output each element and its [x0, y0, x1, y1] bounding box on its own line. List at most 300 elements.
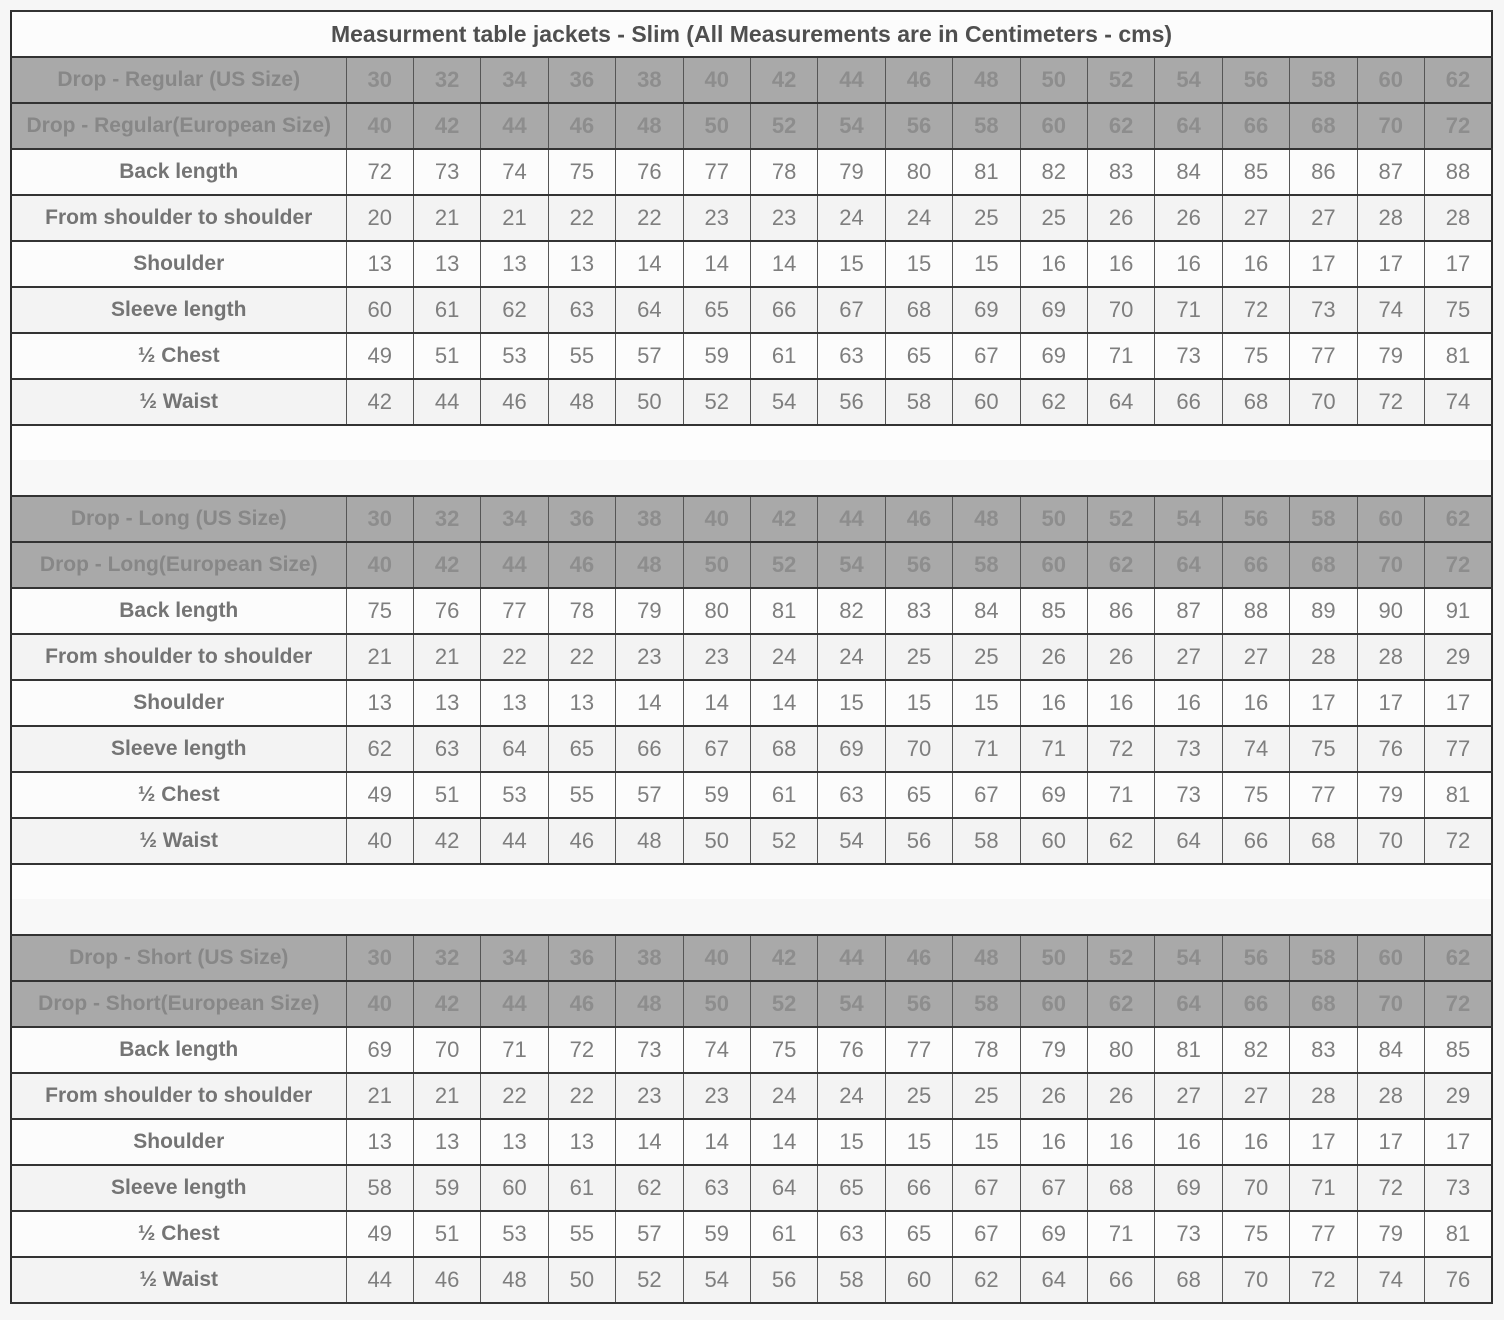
measurement-cell: 15 [885, 241, 952, 287]
measurement-cell: 16 [1020, 241, 1087, 287]
measurement-cell: 27 [1222, 1073, 1289, 1119]
size-header-cell: 70 [1357, 103, 1424, 149]
measurement-cell: 63 [818, 772, 885, 818]
measurement-cell: 81 [1155, 1027, 1222, 1073]
measurement-cell: 17 [1357, 1119, 1424, 1165]
measurement-cell: 76 [1425, 1257, 1493, 1303]
measurement-cell: 15 [885, 1119, 952, 1165]
measurement-cell: 23 [616, 634, 683, 680]
measurement-cell: 79 [1357, 772, 1424, 818]
measurement-cell: 87 [1357, 149, 1424, 195]
measurement-cell: 52 [616, 1257, 683, 1303]
measurement-cell: 24 [885, 195, 952, 241]
measurement-cell: 71 [1020, 726, 1087, 772]
measurement-cell: 71 [1290, 1165, 1357, 1211]
size-header-cell: 58 [1290, 57, 1357, 103]
size-header-cell: 30 [346, 496, 413, 542]
measurement-cell: 15 [885, 680, 952, 726]
measurement-cell: 15 [818, 680, 885, 726]
row-label: From shoulder to shoulder [11, 195, 346, 241]
measurement-cell: 72 [1290, 1257, 1357, 1303]
measurement-cell: 50 [683, 818, 750, 864]
size-header-cell: 62 [1087, 542, 1154, 588]
row-label: Shoulder [11, 241, 346, 287]
size-header-cell: 50 [1020, 57, 1087, 103]
spacer-row [11, 460, 1492, 496]
measurement-cell: 44 [413, 379, 480, 425]
measurement-cell: 68 [1222, 379, 1289, 425]
size-header-cell: 54 [818, 981, 885, 1027]
measurement-cell: 76 [1357, 726, 1424, 772]
table-row [11, 634, 1492, 680]
measurement-cell: 66 [1222, 818, 1289, 864]
spacer-cell [11, 425, 1492, 460]
measurement-cell: 14 [750, 1119, 817, 1165]
measurement-cell: 23 [683, 1073, 750, 1119]
measurement-cell: 53 [481, 772, 548, 818]
measurement-cell: 69 [346, 1027, 413, 1073]
row-label: Sleeve length [11, 287, 346, 333]
measurement-cell: 13 [413, 1119, 480, 1165]
size-header-cell: 44 [481, 103, 548, 149]
measurement-cell: 73 [1155, 726, 1222, 772]
measurement-cell: 68 [885, 287, 952, 333]
size-header-label: Drop - Short (US Size) [11, 935, 346, 981]
measurement-cell: 24 [818, 634, 885, 680]
size-header-cell: 38 [616, 496, 683, 542]
measurement-cell: 22 [616, 195, 683, 241]
measurement-cell: 17 [1290, 1119, 1357, 1165]
size-header-cell: 48 [616, 103, 683, 149]
size-header-row-eu [11, 542, 1492, 588]
table-row [11, 379, 1492, 425]
size-header-cell: 54 [818, 103, 885, 149]
size-header-row-eu [11, 981, 1492, 1027]
size-header-cell: 44 [818, 496, 885, 542]
size-header-row-us [11, 57, 1492, 103]
measurement-cell: 49 [346, 772, 413, 818]
measurement-cell: 59 [683, 1211, 750, 1257]
measurement-cell: 53 [481, 1211, 548, 1257]
row-label: Shoulder [11, 680, 346, 726]
measurement-cell: 22 [548, 1073, 615, 1119]
measurement-cell: 14 [616, 1119, 683, 1165]
row-label: ½ Chest [11, 1211, 346, 1257]
measurement-cell: 84 [1357, 1027, 1424, 1073]
measurement-cell: 50 [616, 379, 683, 425]
measurement-cell: 76 [413, 588, 480, 634]
table-row [11, 818, 1492, 864]
measurement-cell: 25 [1020, 195, 1087, 241]
measurement-cell: 29 [1425, 634, 1493, 680]
size-header-cell: 72 [1425, 103, 1493, 149]
measurement-cell: 63 [683, 1165, 750, 1211]
measurement-cell: 14 [750, 680, 817, 726]
size-header-row-eu [11, 103, 1492, 149]
measurement-cell: 13 [346, 241, 413, 287]
size-header-cell: 52 [1087, 496, 1154, 542]
measurement-cell: 57 [616, 1211, 683, 1257]
measurement-cell: 77 [481, 588, 548, 634]
measurement-cell: 28 [1357, 195, 1424, 241]
measurement-cell: 67 [953, 1211, 1020, 1257]
measurement-cell: 16 [1020, 680, 1087, 726]
size-header-cell: 42 [750, 496, 817, 542]
measurement-cell: 75 [1222, 772, 1289, 818]
table-row [11, 588, 1492, 634]
measurement-cell: 81 [1425, 772, 1493, 818]
size-header-cell: 44 [481, 542, 548, 588]
size-header-cell: 68 [1290, 981, 1357, 1027]
measurement-cell: 14 [616, 241, 683, 287]
measurement-cell: 79 [1357, 333, 1424, 379]
measurement-cell: 23 [683, 195, 750, 241]
measurement-cell: 82 [818, 588, 885, 634]
measurement-cell: 70 [1357, 818, 1424, 864]
size-header-cell: 50 [683, 103, 750, 149]
measurement-cell: 13 [346, 680, 413, 726]
measurement-cell: 77 [1425, 726, 1493, 772]
measurement-cell: 16 [1087, 1119, 1154, 1165]
measurement-cell: 77 [683, 149, 750, 195]
row-label: Shoulder [11, 1119, 346, 1165]
spacer-cell [11, 899, 1492, 935]
measurement-cell: 26 [1087, 634, 1154, 680]
measurement-cell: 58 [953, 818, 1020, 864]
measurement-cell: 13 [481, 680, 548, 726]
measurement-cell: 89 [1290, 588, 1357, 634]
measurement-cell: 79 [1357, 1211, 1424, 1257]
size-header-cell: 56 [885, 542, 952, 588]
size-header-cell: 44 [818, 57, 885, 103]
size-header-cell: 56 [885, 103, 952, 149]
size-header-cell: 72 [1425, 542, 1493, 588]
table-row [11, 241, 1492, 287]
measurement-cell: 25 [953, 634, 1020, 680]
measurement-cell: 60 [885, 1257, 952, 1303]
measurement-cell: 78 [548, 588, 615, 634]
measurement-cell: 71 [1087, 1211, 1154, 1257]
size-header-cell: 62 [1425, 496, 1493, 542]
measurement-cell: 79 [818, 149, 885, 195]
row-label: Back length [11, 588, 346, 634]
row-label: ½ Chest [11, 333, 346, 379]
measurement-cell: 49 [346, 333, 413, 379]
measurement-cell: 16 [1020, 1119, 1087, 1165]
measurement-cell: 75 [1425, 287, 1493, 333]
measurement-cell: 57 [616, 333, 683, 379]
size-header-cell: 40 [683, 496, 750, 542]
size-header-cell: 60 [1020, 103, 1087, 149]
measurement-cell: 21 [481, 195, 548, 241]
measurement-cell: 79 [616, 588, 683, 634]
measurement-cell: 64 [1020, 1257, 1087, 1303]
measurement-cell: 16 [1087, 680, 1154, 726]
measurement-cell: 62 [481, 287, 548, 333]
row-label: Sleeve length [11, 1165, 346, 1211]
size-header-cell: 40 [346, 103, 413, 149]
size-header-cell: 46 [885, 935, 952, 981]
measurement-cell: 80 [1087, 1027, 1154, 1073]
measurement-cell: 71 [1087, 333, 1154, 379]
measurement-cell: 60 [1020, 818, 1087, 864]
size-header-cell: 52 [1087, 935, 1154, 981]
measurement-cell: 14 [683, 1119, 750, 1165]
measurement-cell: 72 [1425, 818, 1493, 864]
measurement-cell: 73 [413, 149, 480, 195]
measurement-cell: 74 [1425, 379, 1493, 425]
measurement-cell: 23 [750, 195, 817, 241]
measurement-cell: 72 [548, 1027, 615, 1073]
measurement-cell: 74 [1222, 726, 1289, 772]
measurement-cell: 71 [953, 726, 1020, 772]
measurement-cell: 68 [1290, 818, 1357, 864]
measurement-cell: 15 [818, 241, 885, 287]
size-header-cell: 36 [548, 496, 615, 542]
table-title: Measurment table jackets - Slim (All Measurements are in Centimeters - cms) [11, 11, 1492, 57]
measurement-cell: 86 [1087, 588, 1154, 634]
measurement-cell: 82 [1020, 149, 1087, 195]
measurement-cell: 77 [1290, 1211, 1357, 1257]
measurement-cell: 65 [885, 772, 952, 818]
size-header-cell: 68 [1290, 103, 1357, 149]
measurement-cell: 61 [548, 1165, 615, 1211]
measurement-cell: 64 [750, 1165, 817, 1211]
measurement-cell: 46 [548, 818, 615, 864]
size-header-cell: 42 [750, 935, 817, 981]
measurement-cell: 62 [1020, 379, 1087, 425]
size-header-cell: 46 [548, 981, 615, 1027]
measurement-cell: 28 [1425, 195, 1493, 241]
measurement-cell: 26 [1020, 1073, 1087, 1119]
measurement-cell: 75 [1222, 333, 1289, 379]
size-header-cell: 68 [1290, 542, 1357, 588]
measurement-cell: 63 [413, 726, 480, 772]
spacer-row [11, 864, 1492, 899]
measurement-cell: 69 [1020, 333, 1087, 379]
measurement-cell: 84 [1155, 149, 1222, 195]
measurement-cell: 48 [616, 818, 683, 864]
size-header-cell: 38 [616, 935, 683, 981]
measurement-cell: 79 [1020, 1027, 1087, 1073]
measurement-cell: 71 [1155, 287, 1222, 333]
measurement-cell: 55 [548, 333, 615, 379]
measurement-cell: 27 [1222, 195, 1289, 241]
measurement-cell: 69 [1020, 287, 1087, 333]
measurement-cell: 65 [885, 1211, 952, 1257]
measurement-cell: 59 [413, 1165, 480, 1211]
measurement-cell: 58 [885, 379, 952, 425]
measurement-cell: 65 [548, 726, 615, 772]
table-row [11, 195, 1492, 241]
size-header-cell: 64 [1155, 981, 1222, 1027]
measurement-cell: 63 [548, 287, 615, 333]
measurement-cell: 26 [1087, 1073, 1154, 1119]
measurement-cell: 14 [683, 241, 750, 287]
size-header-cell: 60 [1357, 496, 1424, 542]
measurement-cell: 83 [1087, 149, 1154, 195]
size-header-row-us [11, 496, 1492, 542]
measurement-cell: 61 [413, 287, 480, 333]
measurement-cell: 64 [1155, 818, 1222, 864]
measurement-cell: 69 [818, 726, 885, 772]
measurement-cell: 75 [548, 149, 615, 195]
size-header-cell: 30 [346, 57, 413, 103]
measurement-cell: 77 [1290, 772, 1357, 818]
size-header-label: Drop - Regular(European Size) [11, 103, 346, 149]
measurement-cell: 42 [413, 818, 480, 864]
measurement-cell: 56 [818, 379, 885, 425]
measurement-cell: 17 [1290, 680, 1357, 726]
row-label: ½ Waist [11, 818, 346, 864]
measurement-cell: 46 [413, 1257, 480, 1303]
measurement-cell: 27 [1290, 195, 1357, 241]
measurement-cell: 85 [1425, 1027, 1493, 1073]
size-header-cell: 46 [885, 57, 952, 103]
measurement-cell: 21 [346, 634, 413, 680]
measurement-cell: 64 [1087, 379, 1154, 425]
measurement-cell: 57 [616, 772, 683, 818]
row-label: Back length [11, 149, 346, 195]
measurement-cell: 65 [885, 333, 952, 379]
measurement-cell: 62 [346, 726, 413, 772]
measurement-cell: 13 [346, 1119, 413, 1165]
measurement-cell: 13 [481, 1119, 548, 1165]
size-header-cell: 58 [1290, 935, 1357, 981]
measurement-cell: 67 [953, 1165, 1020, 1211]
size-header-label: Drop - Long (US Size) [11, 496, 346, 542]
size-header-cell: 50 [683, 981, 750, 1027]
table-row [11, 1211, 1492, 1257]
row-label: From shoulder to shoulder [11, 634, 346, 680]
size-header-cell: 42 [413, 542, 480, 588]
measurement-cell: 61 [750, 333, 817, 379]
measurement-cell: 70 [413, 1027, 480, 1073]
size-header-cell: 42 [413, 103, 480, 149]
size-header-cell: 72 [1425, 981, 1493, 1027]
table-row [11, 333, 1492, 379]
measurement-cell: 21 [413, 1073, 480, 1119]
measurement-cell: 58 [818, 1257, 885, 1303]
measurement-cell: 85 [1222, 149, 1289, 195]
size-header-cell: 60 [1020, 981, 1087, 1027]
measurement-cell: 16 [1087, 241, 1154, 287]
measurement-cell: 70 [1222, 1165, 1289, 1211]
size-header-cell: 54 [1155, 496, 1222, 542]
measurement-table [10, 10, 1493, 1304]
measurement-cell: 70 [1222, 1257, 1289, 1303]
table-row [11, 287, 1492, 333]
measurement-cell: 78 [750, 149, 817, 195]
size-header-cell: 46 [885, 496, 952, 542]
size-header-cell: 44 [481, 981, 548, 1027]
measurement-cell: 86 [1290, 149, 1357, 195]
measurement-cell: 28 [1290, 1073, 1357, 1119]
size-header-cell: 54 [1155, 57, 1222, 103]
measurement-cell: 51 [413, 1211, 480, 1257]
measurement-cell: 62 [953, 1257, 1020, 1303]
size-header-cell: 50 [1020, 935, 1087, 981]
size-header-cell: 34 [481, 935, 548, 981]
measurement-cell: 28 [1357, 1073, 1424, 1119]
size-header-cell: 40 [346, 981, 413, 1027]
measurement-cell: 80 [885, 149, 952, 195]
measurement-cell: 83 [1290, 1027, 1357, 1073]
measurement-cell: 71 [481, 1027, 548, 1073]
size-header-cell: 42 [750, 57, 817, 103]
size-header-cell: 70 [1357, 981, 1424, 1027]
measurement-cell: 15 [953, 241, 1020, 287]
measurement-cell: 15 [953, 680, 1020, 726]
size-header-cell: 56 [1222, 57, 1289, 103]
size-header-cell: 62 [1425, 57, 1493, 103]
measurement-cell: 54 [818, 818, 885, 864]
size-header-cell: 32 [413, 57, 480, 103]
measurement-cell: 53 [481, 333, 548, 379]
measurement-cell: 49 [346, 1211, 413, 1257]
size-header-cell: 36 [548, 935, 615, 981]
table-row [11, 726, 1492, 772]
measurement-cell: 25 [953, 1073, 1020, 1119]
size-header-cell: 62 [1425, 935, 1493, 981]
size-header-cell: 50 [683, 542, 750, 588]
size-header-cell: 36 [548, 57, 615, 103]
measurement-cell: 82 [1222, 1027, 1289, 1073]
measurement-cell: 70 [1087, 287, 1154, 333]
measurement-cell: 27 [1222, 634, 1289, 680]
measurement-cell: 80 [683, 588, 750, 634]
size-header-cell: 34 [481, 496, 548, 542]
measurement-cell: 16 [1155, 241, 1222, 287]
measurement-cell: 63 [818, 1211, 885, 1257]
measurement-cell: 56 [750, 1257, 817, 1303]
measurement-cell: 46 [481, 379, 548, 425]
measurement-cell: 24 [750, 634, 817, 680]
measurement-cell: 71 [1087, 772, 1154, 818]
size-header-cell: 32 [413, 496, 480, 542]
measurement-cell: 69 [1020, 772, 1087, 818]
measurement-cell: 16 [1155, 680, 1222, 726]
table-row [11, 1073, 1492, 1119]
size-header-cell: 58 [953, 981, 1020, 1027]
measurement-cell: 51 [413, 333, 480, 379]
measurement-cell: 55 [548, 1211, 615, 1257]
measurement-cell: 74 [481, 149, 548, 195]
measurement-cell: 16 [1222, 680, 1289, 726]
measurement-cell: 73 [1155, 333, 1222, 379]
measurement-cell: 16 [1222, 241, 1289, 287]
measurement-cell: 81 [750, 588, 817, 634]
measurement-cell: 17 [1425, 680, 1493, 726]
measurement-cell: 66 [885, 1165, 952, 1211]
measurement-cell: 29 [1425, 1073, 1493, 1119]
measurement-cell: 78 [953, 1027, 1020, 1073]
measurement-cell: 58 [346, 1165, 413, 1211]
measurement-cell: 17 [1290, 241, 1357, 287]
measurement-cell: 13 [481, 241, 548, 287]
table-row [11, 1257, 1492, 1303]
measurement-cell: 62 [1087, 818, 1154, 864]
size-header-cell: 62 [1087, 103, 1154, 149]
measurement-cell: 66 [1155, 379, 1222, 425]
table-row [11, 1027, 1492, 1073]
measurement-table-body [11, 11, 1492, 1303]
measurement-cell: 52 [683, 379, 750, 425]
measurement-cell: 72 [1357, 1165, 1424, 1211]
measurement-cell: 60 [481, 1165, 548, 1211]
measurement-cell: 27 [1155, 634, 1222, 680]
measurement-cell: 68 [750, 726, 817, 772]
